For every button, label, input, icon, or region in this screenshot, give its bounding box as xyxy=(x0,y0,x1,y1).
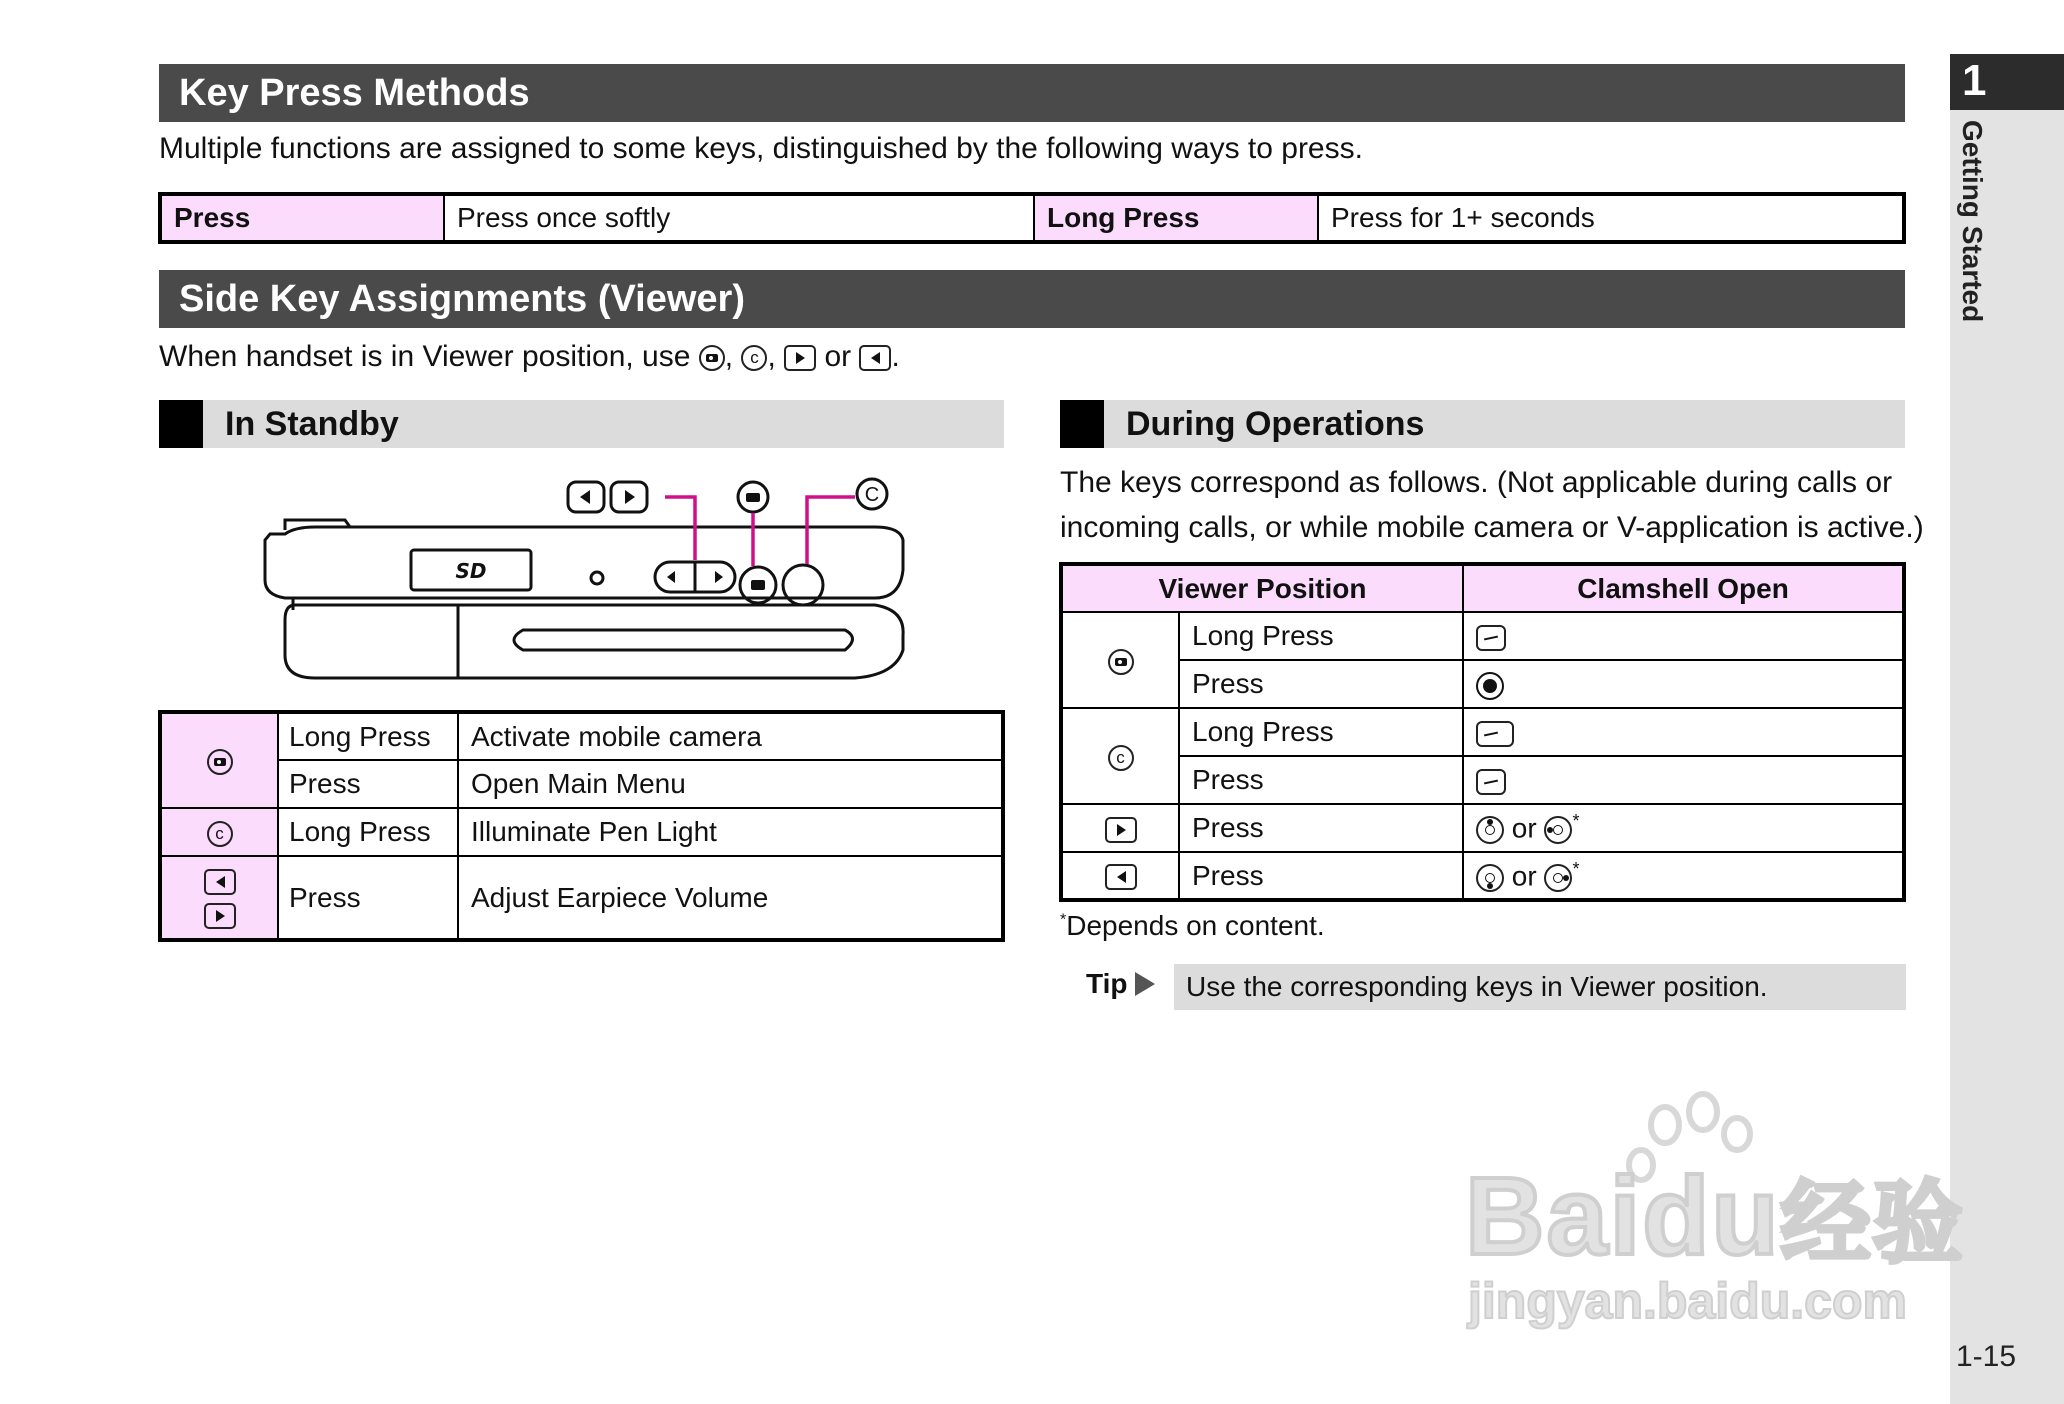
side-keys-cell xyxy=(160,856,278,940)
footnote-star: * xyxy=(1060,911,1067,929)
operations-table xyxy=(1059,562,1906,902)
footnote-text: Depends on content. xyxy=(1066,910,1325,941)
or-text: or xyxy=(1511,812,1537,844)
method-cell: Long Press xyxy=(1179,612,1463,660)
operations-intro-line2: incoming calls, or while mobile camera or V-application is active.) xyxy=(1060,511,1924,544)
side-keys-intro-text: When handset is in Viewer position, use xyxy=(159,340,691,373)
standby-table xyxy=(158,710,1005,942)
side-keys-intro-end: . xyxy=(891,340,900,373)
operations-intro xyxy=(1060,460,1924,550)
method-cell: Press xyxy=(278,856,458,940)
handset-side-diagram xyxy=(255,470,915,690)
nav-up-icon xyxy=(1476,816,1504,844)
long-press-label: Long Press xyxy=(1034,194,1318,242)
long-press-desc: Press for 1+ seconds xyxy=(1318,194,1904,242)
table-row xyxy=(160,760,1003,808)
baidu-watermark-url: jingyan.baidu.com xyxy=(1468,1273,1907,1329)
method-cell: Long Press xyxy=(278,712,458,760)
clamshell-cell xyxy=(1463,660,1904,708)
during-operations-title: During Operations xyxy=(1126,404,1425,443)
key-press-methods-header: Key Press Methods xyxy=(159,64,1905,122)
left-side-key-icon xyxy=(204,869,236,895)
nav-right-icon xyxy=(1544,864,1572,892)
or-text: or xyxy=(1511,860,1537,892)
c-key-cell xyxy=(1061,708,1179,804)
c-key-cell xyxy=(160,808,278,856)
clamshell-cell xyxy=(1463,612,1904,660)
left-side-key-icon xyxy=(1105,864,1137,890)
camera-key-icon xyxy=(207,749,233,775)
watermark-jingyan: 经验 xyxy=(1780,1174,1965,1274)
side-key-assignments-header: Side Key Assignments (Viewer) xyxy=(159,270,1905,328)
method-cell: Press xyxy=(1179,852,1463,900)
operations-intro-line1: The keys correspond as follows. (Not applicable during calls or xyxy=(1060,466,1893,499)
method-cell: Long Press xyxy=(1179,708,1463,756)
action-cell: Open Main Menu xyxy=(458,760,1003,808)
header-block xyxy=(159,400,203,448)
callout-c-label: C xyxy=(864,484,880,506)
right-side-key-icon xyxy=(784,345,816,371)
footnote-marker: * xyxy=(1572,811,1580,832)
right-side-key-icon xyxy=(1105,817,1137,843)
side-keys-intro: When handset is in Viewer position, use , c , or . xyxy=(159,340,900,373)
table-row xyxy=(160,712,1003,760)
c-key-icon: c xyxy=(741,345,767,371)
press-desc: Press once softly xyxy=(444,194,1034,242)
nav-left-icon xyxy=(1544,816,1572,844)
nav-down-icon xyxy=(1476,864,1504,892)
right-side-key-icon xyxy=(204,903,236,929)
camera-key-cell xyxy=(160,712,278,808)
method-cell: Press xyxy=(278,760,458,808)
table-header-row xyxy=(1061,564,1904,612)
footnote-marker: * xyxy=(1572,858,1580,879)
watermark-bai: Bai xyxy=(1465,1155,1643,1278)
in-standby-header xyxy=(159,400,1004,448)
chapter-number: 1 xyxy=(1962,56,1987,105)
camera-key-icon xyxy=(1108,649,1134,675)
action-cell: Illuminate Pen Light xyxy=(458,808,1003,856)
method-cell: Press xyxy=(1179,756,1463,804)
page-number: 1-15 xyxy=(1956,1340,2017,1373)
table-row xyxy=(1061,804,1904,852)
table-row xyxy=(1061,708,1904,756)
table-row xyxy=(1061,612,1904,660)
action-cell: Activate mobile camera xyxy=(458,712,1003,760)
side-keys-intro-or: or xyxy=(824,340,852,373)
in-standby-title: In Standby xyxy=(225,404,399,443)
left-side-key-cell xyxy=(1061,852,1179,900)
tip-label xyxy=(1086,968,1155,1000)
left-softkey-icon xyxy=(1476,625,1506,651)
method-cell: Long Press xyxy=(278,808,458,856)
method-cell: Press xyxy=(1179,660,1463,708)
table-row xyxy=(1061,660,1904,708)
key-press-intro: Multiple functions are assigned to some keys, distinguished by the following ways to press. xyxy=(159,132,1363,165)
c-key-icon: c xyxy=(207,821,233,847)
chapter-title: Getting Started xyxy=(1957,120,1988,323)
right-side-key-cell xyxy=(1061,804,1179,852)
camera-key-cell xyxy=(1061,612,1179,708)
table-row xyxy=(1061,852,1904,900)
sd-card-logo: SD xyxy=(455,559,487,583)
during-operations-header xyxy=(1060,400,1905,448)
key-press-table xyxy=(158,192,1906,244)
press-label: Press xyxy=(160,194,444,242)
method-cell: Press xyxy=(1179,804,1463,852)
clamshell-cell xyxy=(1463,756,1904,804)
table-row xyxy=(160,856,1003,940)
baidu-watermark xyxy=(1465,1150,1965,1280)
tip-label-text: Tip xyxy=(1086,968,1128,999)
watermark-du: du xyxy=(1642,1155,1781,1278)
clamshell-cell xyxy=(1463,852,1904,900)
tip-arrow-icon xyxy=(1135,972,1155,996)
mail-key-icon xyxy=(1476,721,1514,747)
clamshell-cell xyxy=(1463,804,1904,852)
right-softkey-icon xyxy=(1476,769,1506,795)
clamshell-cell xyxy=(1463,708,1904,756)
center-key-icon xyxy=(1476,672,1504,700)
left-side-key-icon xyxy=(859,345,891,371)
action-cell: Adjust Earpiece Volume xyxy=(458,856,1003,940)
header-block xyxy=(1060,400,1104,448)
footnote xyxy=(1060,910,1325,942)
table-row xyxy=(160,808,1003,856)
camera-key-icon xyxy=(699,345,725,371)
c-key-icon: c xyxy=(1108,745,1134,771)
tip-box: Use the corresponding keys in Viewer position. xyxy=(1174,964,1906,1010)
table-row xyxy=(1061,756,1904,804)
col-viewer-position: Viewer Position xyxy=(1061,564,1463,612)
col-clamshell-open: Clamshell Open xyxy=(1463,564,1904,612)
